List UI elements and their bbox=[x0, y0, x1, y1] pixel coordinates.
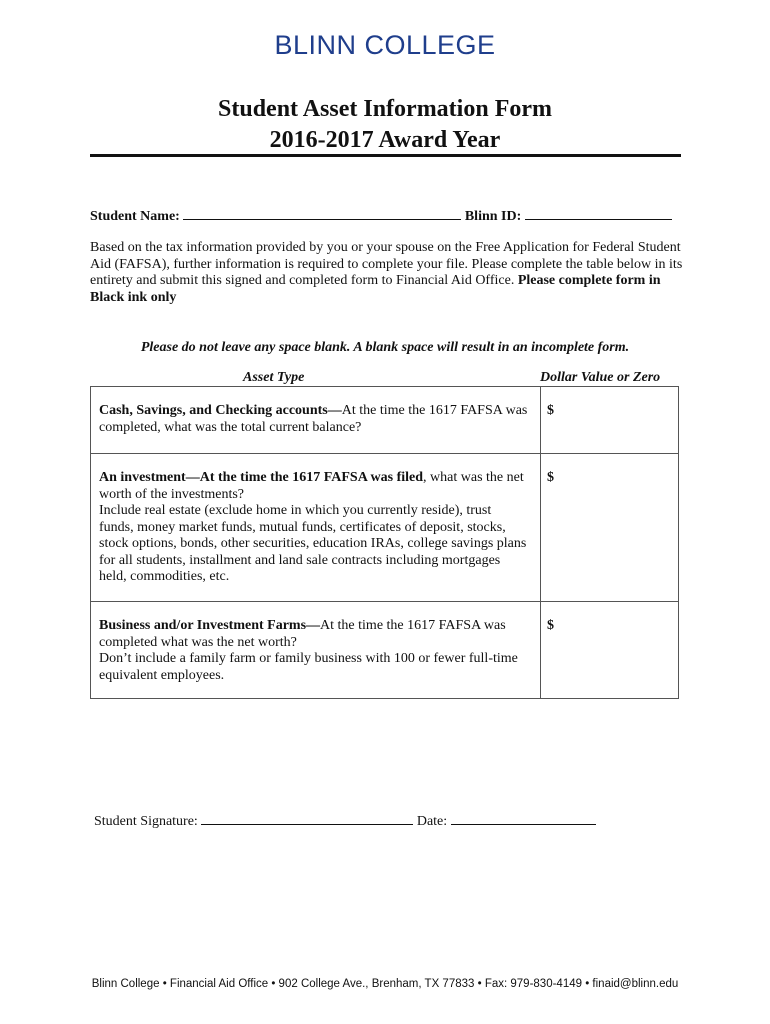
table-row-investment bbox=[99, 470, 529, 586]
date-field[interactable] bbox=[451, 812, 596, 825]
student-name-label: Student Name: bbox=[90, 209, 180, 224]
blank-space-notice: Please do not leave any space blank. A blank space will result in an incomplete form. bbox=[140, 340, 630, 355]
title-rule bbox=[90, 154, 681, 157]
investment-details: Include real estate (exclude home in which you currently reside), trust funds, money market funds, mutual funds, certificates of deposit, stocks, stock options, bonds, other securities, education IRAs, college savings plans for all students, installment and land sale contracts including mortgages held, commodities, etc. bbox=[99, 503, 527, 584]
investment-value-field[interactable]: $ bbox=[547, 470, 554, 485]
cash-value-field[interactable]: $ bbox=[547, 403, 554, 418]
business-value-field[interactable]: $ bbox=[547, 618, 554, 633]
asset-table bbox=[90, 386, 679, 699]
signature-field[interactable] bbox=[201, 812, 413, 825]
form-title: Student Asset Information Form bbox=[218, 96, 552, 122]
student-name-row bbox=[90, 207, 672, 225]
investment-question: , what was the net worth of the investments? bbox=[99, 470, 524, 502]
business-details: Don’t include a family farm or family business with 100 or fewer full-time equivalent employees. bbox=[99, 651, 518, 683]
business-question: At the time the 1617 FAFSA was completed what was the net worth? bbox=[99, 618, 506, 650]
instructions-body: Based on the tax information provided by you or your spouse on the Free Application for Federal Student Aid (FAFSA), further information is required to complete your file. Please complete the table below in its entirety and submit this signed and completed form to Financial Aid Office. bbox=[90, 240, 683, 289]
row-divider bbox=[91, 453, 678, 454]
signature-label: Student Signature: bbox=[94, 814, 198, 829]
table-row-cash bbox=[99, 403, 529, 436]
instructions-emphasis: Please complete form in Black ink only bbox=[90, 273, 661, 306]
college-logo: BLINN COLLEGE bbox=[274, 30, 496, 60]
blinn-id-field[interactable] bbox=[525, 207, 672, 220]
award-year-title: 2016-2017 Award Year bbox=[269, 127, 501, 153]
blinn-id-label: Blinn ID: bbox=[464, 209, 522, 224]
cash-label: Cash, Savings, and Checking accounts— bbox=[99, 403, 342, 418]
student-name-field[interactable] bbox=[183, 207, 461, 220]
cash-question: At the time the 1617 FAFSA was completed, what was the total current balance? bbox=[99, 403, 528, 435]
row-divider bbox=[91, 601, 678, 602]
dollar-value-header: Dollar Value or Zero bbox=[540, 370, 661, 385]
table-row-business bbox=[99, 618, 529, 684]
instructions-paragraph bbox=[90, 240, 685, 307]
asset-type-header: Asset Type bbox=[243, 370, 305, 385]
date-label: Date: bbox=[416, 814, 448, 829]
signature-row bbox=[94, 812, 596, 830]
investment-label: An investment—At the time the 1617 FAFSA was filed bbox=[99, 470, 424, 485]
business-label: Business and/or Investment Farms— bbox=[99, 618, 321, 633]
footer-contact: Blinn College • Financial Aid Office • 902 College Ave., Brenham, TX 77833 • Fax: 979-830-4149 • finaid@blinn.edu bbox=[91, 978, 679, 990]
column-divider bbox=[540, 387, 541, 698]
